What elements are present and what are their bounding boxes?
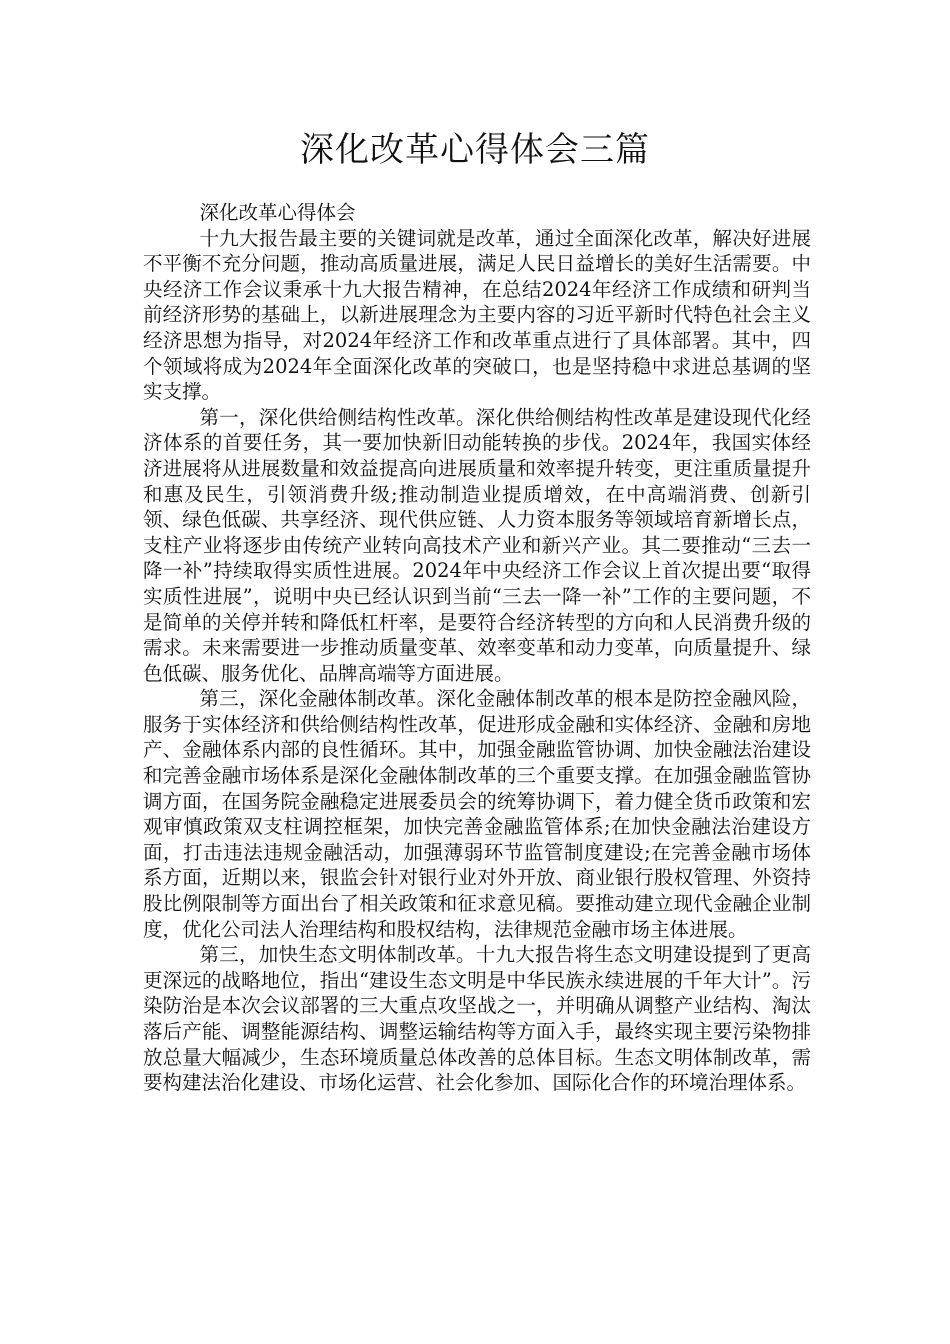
document-body	[143, 200, 811, 1096]
paragraph-intro: 十九大报告最主要的关键词就是改革，通过全面深化改革，解决好进展不平衡不充分问题，推动高质量进展，满足人民日益增长的美好生活需要。中央经济工作会议秉承十九大报告精神，在总结2024年经济工作成绩和研判当前经济形势的基础上，以新进展理念为主要内容的习近平新时代特色社会主义经济思想为指导，对2024年经济工作和改革重点进行了具体部署。其中，四个领域将成为2024年全面深化改革的突破口，也是坚持稳中求进总基调的坚实支撑。	[143, 226, 811, 404]
section-subtitle: 深化改革心得体会	[199, 201, 356, 224]
document-title: 深化改革心得体会三篇	[300, 130, 650, 170]
paragraph-financial-reform: 第三，深化金融体制改革。深化金融体制改革的根本是防控金融风险，服务于实体经济和供给侧结构性改革，促进形成金融和实体经济、金融和房地产、金融体系内部的良性循环。其中，加强金融监管协调、加快金融法治建设和完善金融市场体系是深化金融体制改革的三个重要支撑。在加强金融监管协调方面，在国务院金融稳定进展委员会的统筹协调下，着力健全货币政策和宏观审慎政策双支柱调控框架，加快完善金融监管体系;在加快金融法治建设方面，打击违法违规金融活动，加强薄弱环节监管制度建设;在完善金融市场体系方面，近期以来，银监会针对银行业对外开放、商业银行股权管理、外资持股比例限制等方面出台了相关政策和征求意见稿。要推动建立现代金融企业制度，优化公司法人治理结构和股权结构，法律规范金融市场主体进展。	[143, 687, 811, 941]
paragraph-ecological-reform: 第三，加快生态文明体制改革。十九大报告将生态文明建设提到了更高更深远的战略地位，指出“建设生态文明是中华民族永续进展的千年大计”。污染防治是本次会议部署的三大重点攻坚战之一，并明确从调整产业结构、淘汰落后产能、调整能源结构、调整运输结构等方面入手，最终实现主要污染物排放总量大幅减少，生态环境质量总体改善的总体目标。生态文明体制改革，需要构建法治化建设、市场化运营、社会化参加、国际化合作的环境治理体系。	[143, 943, 811, 1095]
paragraph-supply-side-reform: 第一，深化供给侧结构性改革。深化供给侧结构性改革是建设现代化经济体系的首要任务，其一要加快新旧动能转换的步伐。2024年，我国实体经济进展将从进展数量和效益提高向进展质量和效率提升转变，更注重质量提升和惠及民生，引领消费升级;推动制造业提质增效，在中高端消费、创新引领、绿色低碳、共享经济、现代供应链、人力资本服务等领域培育新增长点，支柱产业将逐步由传统产业转向高技术产业和新兴产业。其二要推动“三去一降一补”持续取得实质性进展。2024年中央经济工作会议上首次提出要“取得实质性进展”，说明中央已经认识到当前“三去一降一补”工作的主要问题，不是简单的关停并转和降低杠杆率，是要符合经济转型的方向和人民消费升级的需求。未来需要进一步推动质量变革、效率变革和动力变革，向质量提升、绿色低碳、服务优化、品牌高端等方面进展。	[143, 405, 811, 685]
